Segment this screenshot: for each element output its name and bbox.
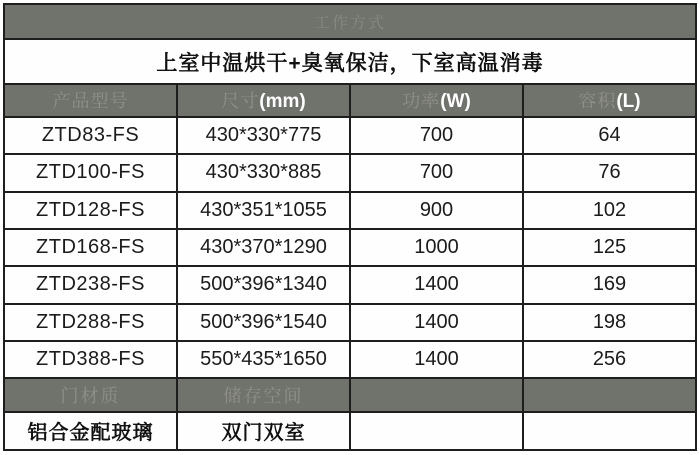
col-header-power-label: 功率	[402, 91, 441, 112]
size-cell: 430*330*885	[177, 154, 350, 191]
size-cell: 430*351*1055	[177, 192, 350, 229]
work-mode-value-row	[4, 39, 696, 83]
product-spec-table	[3, 3, 697, 451]
size-cell: 500*396*1340	[177, 266, 350, 303]
work-mode-value: 上室中温烘干+臭氧保洁，下室高温消毒	[4, 39, 696, 83]
power-cell: 700	[350, 117, 523, 154]
model-cell: ZTD168-FS	[4, 229, 177, 266]
col-header-volume-unit: (L)	[616, 91, 641, 113]
col-header-size	[177, 84, 350, 117]
volume-cell: 76	[523, 154, 696, 191]
power-cell: 1400	[350, 266, 523, 303]
footer-header-row	[4, 378, 696, 411]
size-cell: 500*396*1540	[177, 304, 350, 341]
door-material-header: 门材质	[4, 378, 177, 411]
storage-header: 储存空间	[177, 378, 350, 411]
work-mode-header: 工作方式	[4, 4, 696, 39]
col-header-size-unit: (mm)	[259, 91, 306, 113]
col-header-model	[4, 84, 177, 117]
empty-value-cell	[350, 412, 523, 450]
volume-cell: 169	[523, 266, 696, 303]
empty-header-cell	[350, 378, 523, 411]
col-header-model-label: 产品型号	[52, 91, 129, 112]
volume-cell: 125	[523, 229, 696, 266]
size-cell: 550*435*1650	[177, 341, 350, 378]
col-header-power	[350, 84, 523, 117]
table-row	[4, 341, 696, 378]
table-row	[4, 266, 696, 303]
work-mode-header-row	[4, 4, 696, 39]
size-cell: 430*370*1290	[177, 229, 350, 266]
model-cell: ZTD128-FS	[4, 192, 177, 229]
door-material-value: 铝合金配玻璃	[4, 412, 177, 450]
table-row	[4, 154, 696, 191]
col-header-power-unit: (W)	[440, 91, 471, 113]
model-cell: ZTD288-FS	[4, 304, 177, 341]
col-header-volume	[523, 84, 696, 117]
model-cell: ZTD238-FS	[4, 266, 177, 303]
power-cell: 1400	[350, 304, 523, 341]
power-cell: 700	[350, 154, 523, 191]
size-cell: 430*330*775	[177, 117, 350, 154]
footer-value-row	[4, 412, 696, 450]
table-row	[4, 229, 696, 266]
empty-header-cell	[523, 378, 696, 411]
power-cell: 1000	[350, 229, 523, 266]
storage-value: 双门双室	[177, 412, 350, 450]
power-cell: 1400	[350, 341, 523, 378]
table-row	[4, 117, 696, 154]
power-cell: 900	[350, 192, 523, 229]
volume-cell: 256	[523, 341, 696, 378]
model-cell: ZTD388-FS	[4, 341, 177, 378]
volume-cell: 64	[523, 117, 696, 154]
volume-cell: 198	[523, 304, 696, 341]
model-cell: ZTD100-FS	[4, 154, 177, 191]
column-header-row	[4, 84, 696, 117]
col-header-size-label: 尺寸	[221, 91, 260, 112]
model-cell: ZTD83-FS	[4, 117, 177, 154]
col-header-volume-label: 容积	[578, 91, 617, 112]
table-row	[4, 304, 696, 341]
empty-value-cell	[523, 412, 696, 450]
table-row	[4, 192, 696, 229]
volume-cell: 102	[523, 192, 696, 229]
